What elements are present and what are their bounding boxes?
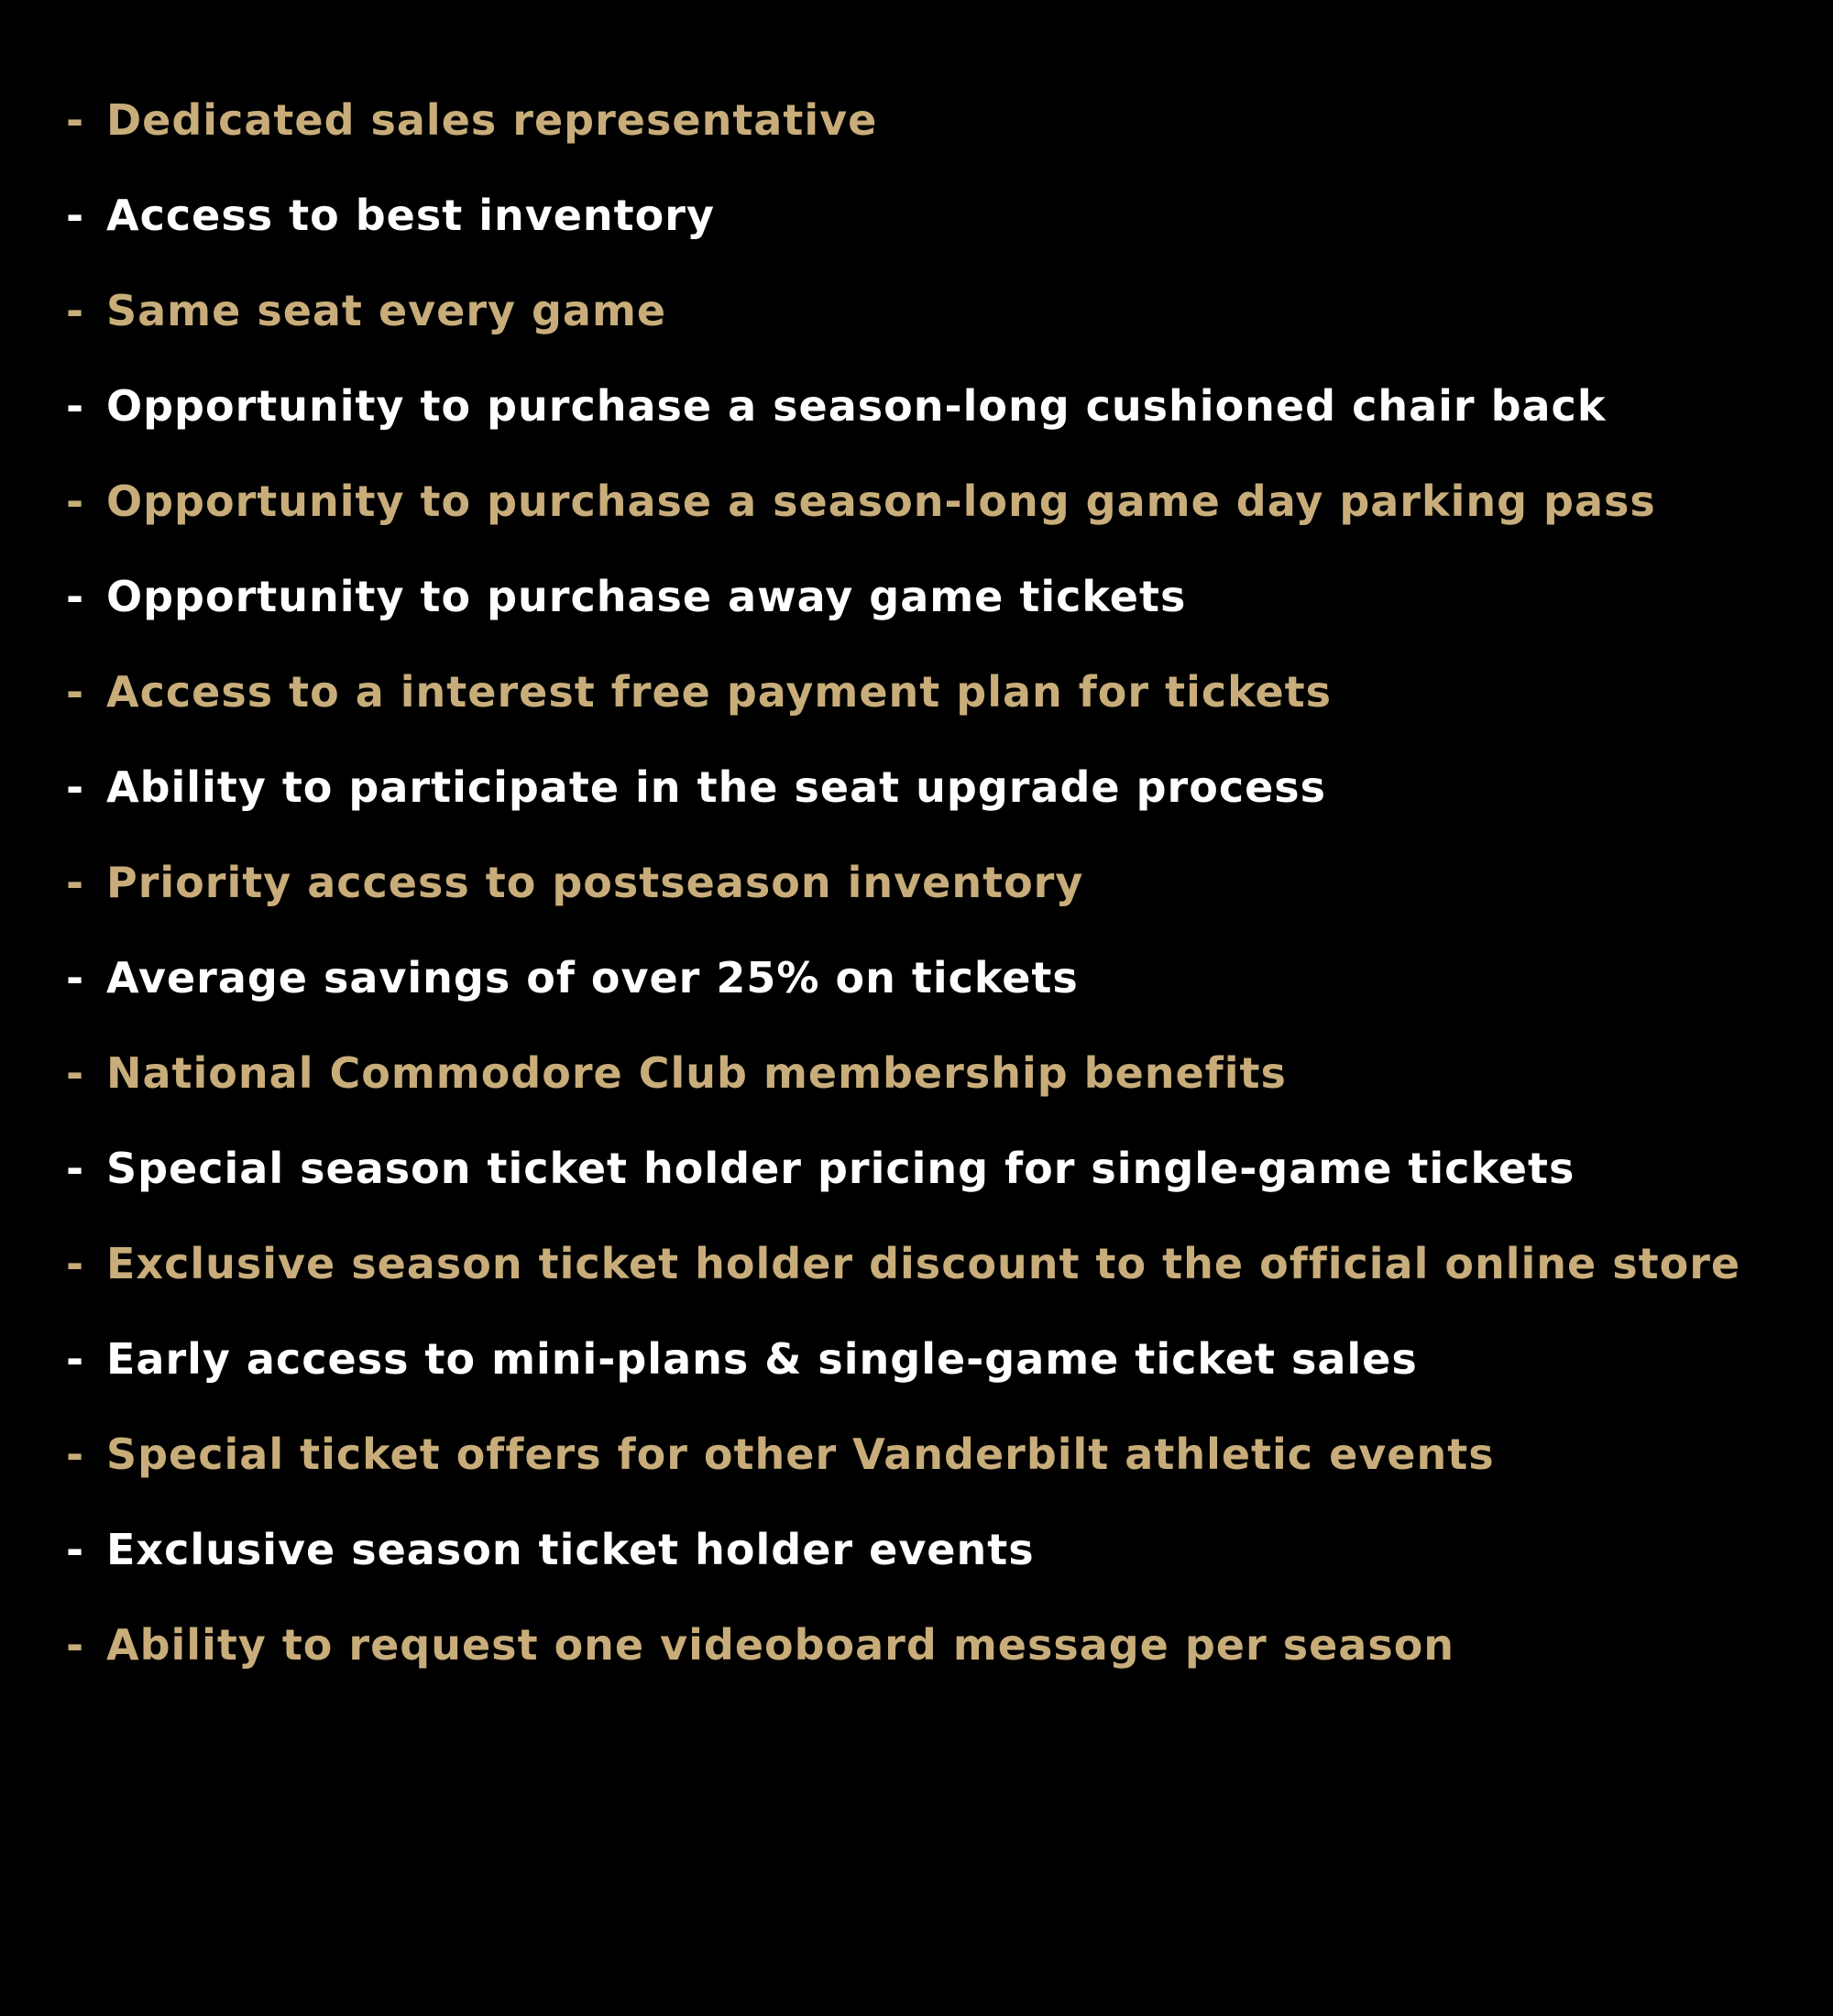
benefit-text: Priority access to postseason inventory — [106, 858, 1084, 907]
benefit-item — [66, 854, 1789, 911]
benefit-text: Exclusive season ticket holder discount to the official online store — [106, 1239, 1741, 1288]
benefit-item — [66, 282, 1789, 339]
benefit-text: Access to a interest free payment plan for tickets — [106, 667, 1333, 717]
benefit-item — [66, 759, 1789, 816]
bullet-dash: - — [66, 1334, 85, 1384]
benefit-item — [66, 1616, 1789, 1673]
bullet-dash: - — [66, 95, 85, 145]
benefit-item — [66, 1521, 1789, 1578]
benefit-text: Ability to request one videoboard message per season — [106, 1620, 1455, 1670]
bullet-dash: - — [66, 1430, 85, 1479]
benefit-text: Same seat every game — [106, 286, 667, 335]
benefit-item — [66, 949, 1789, 1006]
bullet-dash: - — [66, 953, 85, 1003]
bullet-dash: - — [66, 667, 85, 717]
benefit-item — [66, 1235, 1789, 1292]
benefit-text: Dedicated sales representative — [106, 95, 878, 145]
benefit-text: Special ticket offers for other Vanderbilt athletic events — [106, 1430, 1495, 1479]
benefit-text: National Commodore Club membership benefits — [106, 1048, 1287, 1098]
bullet-dash: - — [66, 1048, 85, 1098]
benefit-item — [66, 1045, 1789, 1101]
bullet-dash: - — [66, 1620, 85, 1670]
bullet-dash: - — [66, 286, 85, 335]
benefit-item — [66, 1426, 1789, 1483]
benefit-text: Opportunity to purchase away game tickets — [106, 572, 1187, 621]
benefit-text: Average savings of over 25% on tickets — [106, 953, 1079, 1003]
benefit-item — [66, 92, 1789, 148]
benefit-text: Opportunity to purchase a season-long game day parking pass — [106, 477, 1656, 526]
benefit-item — [66, 1331, 1789, 1387]
benefit-item — [66, 187, 1789, 244]
bullet-dash: - — [66, 191, 85, 240]
benefit-item — [66, 1140, 1789, 1197]
benefits-list — [66, 92, 1789, 1712]
bullet-dash: - — [66, 1525, 85, 1574]
benefit-item — [66, 568, 1789, 625]
bullet-dash: - — [66, 1239, 85, 1288]
bullet-dash: - — [66, 858, 85, 907]
benefit-text: Special season ticket holder pricing for single-game tickets — [106, 1144, 1575, 1193]
bullet-dash: - — [66, 572, 85, 621]
benefit-text: Ability to participate in the seat upgrade process — [106, 762, 1327, 812]
benefit-item — [66, 473, 1789, 530]
bullet-dash: - — [66, 1144, 85, 1193]
benefit-item — [66, 378, 1789, 434]
benefit-text: Access to best inventory — [106, 191, 715, 240]
benefit-text: Early access to mini-plans & single-game ticket sales — [106, 1334, 1418, 1384]
bullet-dash: - — [66, 762, 85, 812]
benefit-text: Exclusive season ticket holder events — [106, 1525, 1035, 1574]
bullet-dash: - — [66, 381, 85, 431]
benefit-text: Opportunity to purchase a season-long cushioned chair back — [106, 381, 1607, 431]
benefit-item — [66, 663, 1789, 720]
bullet-dash: - — [66, 477, 85, 526]
